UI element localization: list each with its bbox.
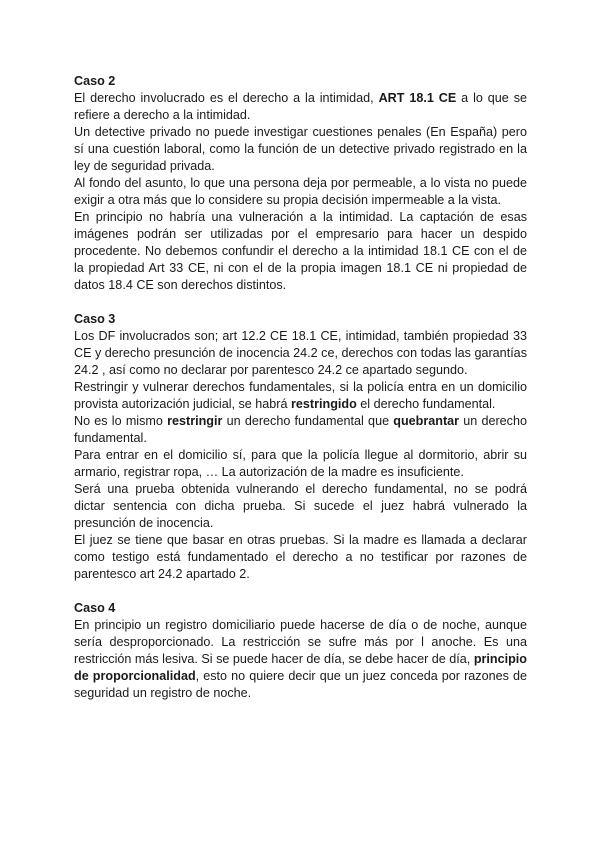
text-run: a lo que se refiere a derecho a la intimidad. bbox=[74, 91, 527, 122]
section-caso-4 bbox=[74, 600, 527, 702]
case-3-paragraph-3 bbox=[74, 413, 527, 447]
bold-text-quebrantar: quebrantar bbox=[393, 414, 460, 428]
section-spacer bbox=[74, 294, 527, 311]
case-2-paragraph-2: Un detective privado no puede investigar cuestiones penales (En España) pero sí una cuestión laboral, como la función de un detective privado registrado en la ley de seguridad privada. bbox=[74, 125, 527, 173]
text-run: un derecho fundamental que bbox=[222, 414, 394, 428]
text-run: El derecho involucrado es el derecho a la intimidad, bbox=[74, 91, 379, 105]
case-2-paragraph-4: En principio no habría una vulneración a la intimidad. La captación de esas imágenes podrán ser utilizadas por el empresario para hacer un despido procedente. No debemos confundir el derecho a la intimidad 18.1 CE con el de la propiedad Art 33 CE, ni con el de la propia imagen 18.1 CE ni propiedad de datos 18.4 CE son derechos distintos. bbox=[74, 210, 527, 292]
case-3-paragraph-2 bbox=[74, 379, 527, 413]
text-run: En principio un registro domiciliario puede hacerse de día o de noche, aunque sería desproporcionado. La restricción se sufre más por l anoche. Es una restricción más lesiva. Si se puede hacer de día, se debe hacer de día, bbox=[74, 618, 527, 666]
text-run: un derecho fundamental. bbox=[74, 414, 527, 445]
case-3-paragraph-4: Para entrar en el domicilio sí, para que la policía llegue al dormitorio, abrir su armario, registrar ropa, … La autorización de la madre es insuficiente. bbox=[74, 448, 527, 479]
text-run: Restringir y vulnerar derechos fundamentales, si la policía entra en un domicilio provista autorización judicial, se habrá bbox=[74, 380, 527, 411]
text-run: , esto no quiere decir que un juez conceda por razones de seguridad un registro de noche. bbox=[74, 669, 527, 700]
case-3-title: Caso 3 bbox=[74, 312, 116, 326]
case-4-paragraph-1 bbox=[74, 617, 527, 702]
case-2-paragraph-1 bbox=[74, 90, 527, 124]
text-run: No es lo mismo bbox=[74, 414, 168, 428]
case-3-paragraph-1: Los DF involucrados son; art 12.2 CE 18.1 CE, intimidad, también propiedad 33 CE y derecho presunción de inocencia 24.2 ce, derechos con todas las garantías 24.2 , así como no declarar por parentesco 24.2 ce apartado segundo. bbox=[74, 329, 527, 377]
bold-text-restringido: restringido bbox=[291, 397, 357, 411]
bold-text-art-18-1: ART 18.1 CE bbox=[378, 91, 457, 105]
bold-text-principio-proporcionalidad: principio de proporcionalidad bbox=[74, 652, 527, 683]
case-2-paragraph-3: Al fondo del asunto, lo que una persona deja por permeable, a lo vista no puede exigir a otra más que lo considere su propia decisión impermeable a la vista. bbox=[74, 176, 527, 207]
section-caso-2 bbox=[74, 73, 527, 294]
section-spacer bbox=[74, 583, 527, 600]
case-3-paragraph-5: Será una prueba obtenida vulnerando el derecho fundamental, no se podrá dictar sentencia con dicha prueba. Si sucede el juez habrá vulnerado la presunción de inocencia. bbox=[74, 482, 527, 530]
section-caso-3 bbox=[74, 311, 527, 583]
bold-text-restringir: restringir bbox=[167, 414, 223, 428]
document-body bbox=[74, 73, 527, 702]
case-3-paragraph-6: El juez se tiene que basar en otras pruebas. Si la madre es llamada a declarar como testigo está fundamentado el derecho a no testificar por razones de parentesco art 24.2 apartado 2. bbox=[74, 533, 527, 581]
case-4-title: Caso 4 bbox=[74, 601, 116, 615]
case-2-title: Caso 2 bbox=[74, 74, 116, 88]
text-run: el derecho fundamental. bbox=[356, 397, 496, 411]
